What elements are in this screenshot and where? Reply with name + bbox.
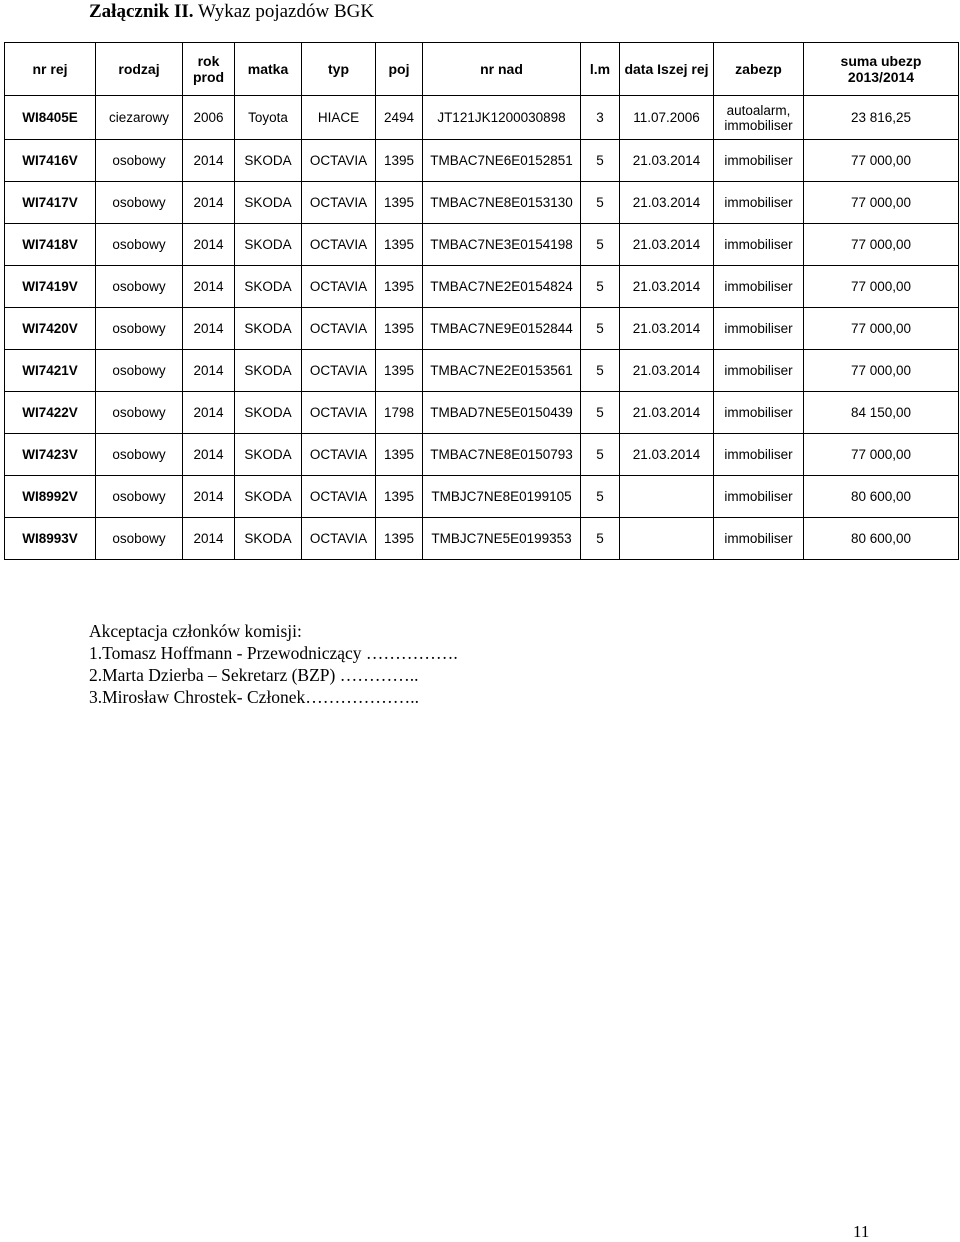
cell-data: 21.03.2014 — [620, 308, 714, 350]
cell-data: 21.03.2014 — [620, 392, 714, 434]
header-nr-nad: nr nad — [423, 43, 581, 96]
cell-lm: 5 — [581, 224, 620, 266]
cell-zabezp: immobiliser — [714, 392, 804, 434]
cell-zabezp: immobiliser — [714, 308, 804, 350]
cell-zabezp: immobiliser — [714, 476, 804, 518]
page-title — [89, 0, 374, 24]
cell-data: 11.07.2006 — [620, 96, 714, 140]
cell-nr-rej: WI8405E — [5, 96, 96, 140]
table-row — [5, 224, 959, 266]
cell-poj: 1395 — [376, 350, 423, 392]
cell-marka: Toyota — [235, 96, 302, 140]
cell-nr-rej: WI7420V — [5, 308, 96, 350]
table-row — [5, 350, 959, 392]
title-bold: Załącznik II. — [89, 1, 194, 22]
cell-rodzaj: osobowy — [96, 434, 183, 476]
cell-rodzaj: osobowy — [96, 266, 183, 308]
cell-data: 21.03.2014 — [620, 350, 714, 392]
table-row — [5, 266, 959, 308]
table-row — [5, 182, 959, 224]
cell-nr-nad: TMBAC7NE8E0153130 — [423, 182, 581, 224]
cell-rodzaj: ciezarowy — [96, 96, 183, 140]
header-suma-line2: 2013/2014 — [847, 69, 915, 85]
commission-member-3: 3.Mirosław Chrostek- Członek……………….. — [89, 687, 420, 707]
header-data-rej: data Iszej rej — [620, 43, 714, 96]
cell-typ: OCTAVIA — [302, 476, 376, 518]
cell-marka: SKODA — [235, 140, 302, 182]
cell-typ: OCTAVIA — [302, 140, 376, 182]
cell-nr-nad: TMBJC7NE8E0199105 — [423, 476, 581, 518]
cell-nr-nad: TMBAC7NE2E0154824 — [423, 266, 581, 308]
cell-marka: SKODA — [235, 350, 302, 392]
cell-nr-nad: JT121JK1200030898 — [423, 96, 581, 140]
cell-rok: 2014 — [183, 182, 235, 224]
cell-typ: OCTAVIA — [302, 308, 376, 350]
cell-lm: 5 — [581, 518, 620, 560]
commission-member-2: 2.Marta Dzierba – Sekretarz (BZP) ………….. — [89, 665, 419, 685]
cell-marka: SKODA — [235, 308, 302, 350]
cell-nr-nad: TMBAD7NE5E0150439 — [423, 392, 581, 434]
cell-typ: OCTAVIA — [302, 182, 376, 224]
cell-marka: SKODA — [235, 434, 302, 476]
title-rest: Wykaz pojazdów BGK — [193, 1, 375, 22]
cell-nr-rej: WI8992V — [5, 476, 96, 518]
cell-typ: OCTAVIA — [302, 224, 376, 266]
cell-nr-rej: WI7417V — [5, 182, 96, 224]
cell-zabezp: autoalarm, immobiliser — [714, 96, 804, 140]
cell-nr-rej: WI7419V — [5, 266, 96, 308]
cell-lm: 5 — [581, 476, 620, 518]
cell-typ: OCTAVIA — [302, 518, 376, 560]
cell-suma: 77 000,00 — [804, 266, 959, 308]
cell-rodzaj: osobowy — [96, 476, 183, 518]
cell-zabezp: immobiliser — [714, 434, 804, 476]
cell-marka: SKODA — [235, 392, 302, 434]
header-rok-prod: rok prod — [183, 43, 235, 96]
cell-lm: 5 — [581, 434, 620, 476]
header-poj: poj — [376, 43, 423, 96]
cell-lm: 5 — [581, 350, 620, 392]
cell-rok: 2014 — [183, 224, 235, 266]
cell-lm: 5 — [581, 140, 620, 182]
cell-poj: 1395 — [376, 182, 423, 224]
header-suma — [804, 43, 959, 96]
cell-zabezp: immobiliser — [714, 266, 804, 308]
cell-suma: 77 000,00 — [804, 140, 959, 182]
cell-marka: SKODA — [235, 518, 302, 560]
cell-rok: 2014 — [183, 476, 235, 518]
cell-suma: 23 816,25 — [804, 96, 959, 140]
cell-marka: SKODA — [235, 266, 302, 308]
cell-suma: 77 000,00 — [804, 182, 959, 224]
cell-zabezp: immobiliser — [714, 350, 804, 392]
cell-data: 21.03.2014 — [620, 266, 714, 308]
cell-suma: 84 150,00 — [804, 392, 959, 434]
cell-rok: 2014 — [183, 140, 235, 182]
cell-rok: 2006 — [183, 96, 235, 140]
cell-data — [620, 518, 714, 560]
cell-poj: 1395 — [376, 308, 423, 350]
cell-rok: 2014 — [183, 308, 235, 350]
cell-poj: 1395 — [376, 434, 423, 476]
cell-rok: 2014 — [183, 518, 235, 560]
commission-member-1: 1.Tomasz Hoffmann - Przewodniczący ……………. — [89, 643, 458, 663]
cell-nr-rej: WI7422V — [5, 392, 96, 434]
header-rodzaj: rodzaj — [96, 43, 183, 96]
cell-typ: OCTAVIA — [302, 434, 376, 476]
cell-lm: 5 — [581, 182, 620, 224]
cell-lm: 5 — [581, 392, 620, 434]
table-header-row — [5, 43, 959, 96]
cell-poj: 1395 — [376, 224, 423, 266]
cell-suma: 77 000,00 — [804, 434, 959, 476]
cell-rodzaj: osobowy — [96, 308, 183, 350]
cell-data: 21.03.2014 — [620, 182, 714, 224]
commission-heading: Akceptacja członków komisji: — [89, 621, 302, 641]
header-suma-line1: suma ubezp — [840, 53, 922, 69]
cell-marka: SKODA — [235, 182, 302, 224]
cell-rodzaj: osobowy — [96, 350, 183, 392]
cell-rodzaj: osobowy — [96, 518, 183, 560]
cell-poj: 1395 — [376, 476, 423, 518]
cell-lm: 5 — [581, 266, 620, 308]
cell-suma: 80 600,00 — [804, 476, 959, 518]
cell-nr-nad: TMBAC7NE2E0153561 — [423, 350, 581, 392]
cell-rok: 2014 — [183, 266, 235, 308]
header-marka: matka — [235, 43, 302, 96]
cell-data: 21.03.2014 — [620, 140, 714, 182]
cell-lm: 3 — [581, 96, 620, 140]
header-zabezp: zabezp — [714, 43, 804, 96]
cell-rok: 2014 — [183, 392, 235, 434]
cell-rok: 2014 — [183, 350, 235, 392]
cell-marka: SKODA — [235, 224, 302, 266]
cell-rok: 2014 — [183, 434, 235, 476]
vehicles-table — [4, 42, 959, 560]
cell-poj: 1798 — [376, 392, 423, 434]
header-nr-rej: nr rej — [5, 43, 96, 96]
cell-nr-rej: WI7418V — [5, 224, 96, 266]
table-row — [5, 140, 959, 182]
cell-suma: 77 000,00 — [804, 350, 959, 392]
cell-data — [620, 476, 714, 518]
cell-data: 21.03.2014 — [620, 224, 714, 266]
cell-poj: 2494 — [376, 96, 423, 140]
cell-poj: 1395 — [376, 518, 423, 560]
table-row — [5, 518, 959, 560]
header-typ: typ — [302, 43, 376, 96]
cell-nr-rej: WI7421V — [5, 350, 96, 392]
cell-nr-nad: TMBAC7NE6E0152851 — [423, 140, 581, 182]
cell-data: 21.03.2014 — [620, 434, 714, 476]
page-number: 11 — [853, 1222, 870, 1241]
table-row — [5, 392, 959, 434]
cell-nr-nad: TMBJC7NE5E0199353 — [423, 518, 581, 560]
cell-nr-rej: WI7416V — [5, 140, 96, 182]
cell-typ: OCTAVIA — [302, 350, 376, 392]
cell-zabezp: immobiliser — [714, 224, 804, 266]
commission-acceptance — [89, 620, 458, 708]
cell-suma: 80 600,00 — [804, 518, 959, 560]
table-row — [5, 434, 959, 476]
cell-typ: OCTAVIA — [302, 392, 376, 434]
cell-typ: OCTAVIA — [302, 266, 376, 308]
cell-rodzaj: osobowy — [96, 140, 183, 182]
cell-nr-nad: TMBAC7NE3E0154198 — [423, 224, 581, 266]
cell-lm: 5 — [581, 308, 620, 350]
cell-marka: SKODA — [235, 476, 302, 518]
cell-suma: 77 000,00 — [804, 224, 959, 266]
table-row — [5, 308, 959, 350]
cell-nr-rej: WI8993V — [5, 518, 96, 560]
header-lm: l.m — [581, 43, 620, 96]
cell-suma: 77 000,00 — [804, 308, 959, 350]
cell-typ: HIACE — [302, 96, 376, 140]
cell-rodzaj: osobowy — [96, 224, 183, 266]
cell-nr-rej: WI7423V — [5, 434, 96, 476]
cell-nr-nad: TMBAC7NE8E0150793 — [423, 434, 581, 476]
cell-poj: 1395 — [376, 266, 423, 308]
cell-rodzaj: osobowy — [96, 182, 183, 224]
cell-rodzaj: osobowy — [96, 392, 183, 434]
cell-zabezp: immobiliser — [714, 140, 804, 182]
table-row — [5, 476, 959, 518]
cell-zabezp: immobiliser — [714, 182, 804, 224]
cell-nr-nad: TMBAC7NE9E0152844 — [423, 308, 581, 350]
table-row — [5, 96, 959, 140]
cell-poj: 1395 — [376, 140, 423, 182]
cell-zabezp: immobiliser — [714, 518, 804, 560]
